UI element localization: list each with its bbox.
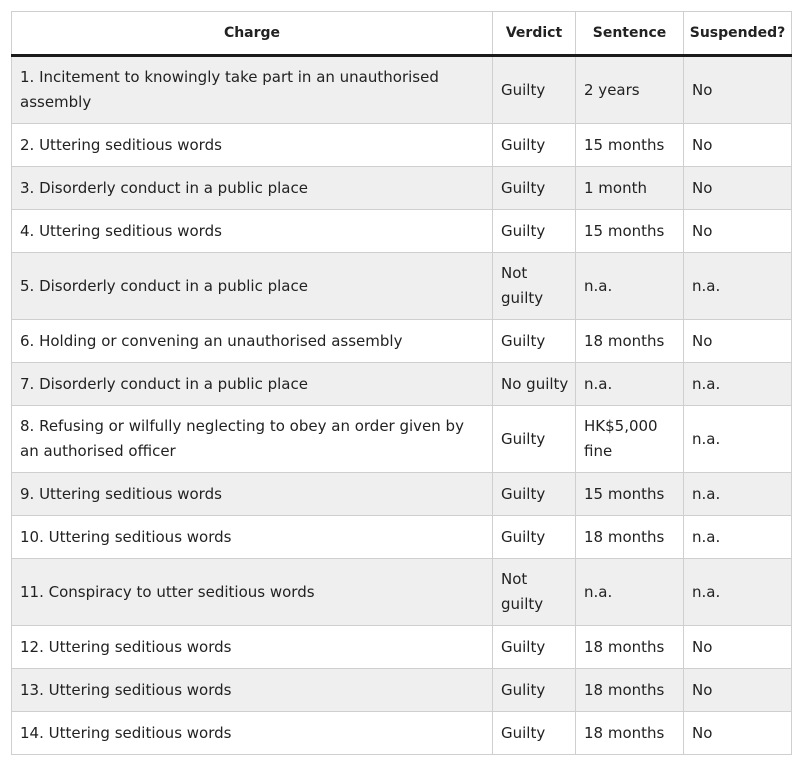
sentence-cell: HK$5,000 fine xyxy=(576,406,684,473)
sentence-cell: n.a. xyxy=(576,253,684,320)
sentence-cell: 2 years xyxy=(576,56,684,124)
charge-cell: 5. Disorderly conduct in a public place xyxy=(12,253,493,320)
suspended-cell: No xyxy=(684,124,792,167)
sentence-cell: 18 months xyxy=(576,712,684,755)
table-row xyxy=(12,210,792,253)
sentence-cell: 1 month xyxy=(576,167,684,210)
verdict-cell: No guilty xyxy=(493,363,576,406)
sentence-cell: 18 months xyxy=(576,626,684,669)
header-charge: Charge xyxy=(12,12,493,56)
verdict-cell: Guilty xyxy=(493,712,576,755)
suspended-cell: n.a. xyxy=(684,363,792,406)
suspended-cell: No xyxy=(684,210,792,253)
suspended-cell: n.a. xyxy=(684,516,792,559)
suspended-cell: n.a. xyxy=(684,473,792,516)
charge-cell: 8. Refusing or wilfully neglecting to obey an order given by an authorised officer xyxy=(12,406,493,473)
charge-cell: 7. Disorderly conduct in a public place xyxy=(12,363,493,406)
table-row xyxy=(12,56,792,124)
verdict-cell: Not guilty xyxy=(493,253,576,320)
suspended-cell: n.a. xyxy=(684,406,792,473)
verdict-cell: Guilty xyxy=(493,626,576,669)
charge-cell: 12. Uttering seditious words xyxy=(12,626,493,669)
suspended-cell: No xyxy=(684,320,792,363)
charge-cell: 9. Uttering seditious words xyxy=(12,473,493,516)
verdict-cell: Guilty xyxy=(493,473,576,516)
charge-cell: 13. Uttering seditious words xyxy=(12,669,493,712)
table-row xyxy=(12,124,792,167)
sentence-cell: 15 months xyxy=(576,210,684,253)
header-suspended: Suspended? xyxy=(684,12,792,56)
suspended-cell: No xyxy=(684,626,792,669)
table-row xyxy=(12,253,792,320)
verdict-cell: Guilty xyxy=(493,124,576,167)
verdict-cell: Gulity xyxy=(493,669,576,712)
table-row xyxy=(12,516,792,559)
suspended-cell: n.a. xyxy=(684,253,792,320)
sentence-cell: 18 months xyxy=(576,320,684,363)
suspended-cell: No xyxy=(684,712,792,755)
verdict-cell: Guilty xyxy=(493,167,576,210)
suspended-cell: No xyxy=(684,669,792,712)
sentence-cell: 18 months xyxy=(576,516,684,559)
verdict-cell: Not guilty xyxy=(493,559,576,626)
verdict-cell: Guilty xyxy=(493,406,576,473)
charge-cell: 1. Incitement to knowingly take part in an unauthorised assembly xyxy=(12,56,493,124)
sentence-cell: 15 months xyxy=(576,473,684,516)
sentence-cell: n.a. xyxy=(576,363,684,406)
suspended-cell: n.a. xyxy=(684,559,792,626)
charge-cell: 11. Conspiracy to utter seditious words xyxy=(12,559,493,626)
verdict-cell: Guilty xyxy=(493,516,576,559)
verdict-cell: Guilty xyxy=(493,320,576,363)
charge-cell: 3. Disorderly conduct in a public place xyxy=(12,167,493,210)
verdict-table xyxy=(11,11,792,755)
table-header-row xyxy=(12,12,792,56)
table-row xyxy=(12,363,792,406)
table-row xyxy=(12,320,792,363)
suspended-cell: No xyxy=(684,56,792,124)
verdict-table-container xyxy=(11,11,792,755)
sentence-cell: 15 months xyxy=(576,124,684,167)
table-row xyxy=(12,712,792,755)
suspended-cell: No xyxy=(684,167,792,210)
charge-cell: 10. Uttering seditious words xyxy=(12,516,493,559)
sentence-cell: 18 months xyxy=(576,669,684,712)
table-row xyxy=(12,473,792,516)
charge-cell: 6. Holding or convening an unauthorised assembly xyxy=(12,320,493,363)
table-row xyxy=(12,167,792,210)
table-row xyxy=(12,406,792,473)
verdict-cell: Guilty xyxy=(493,56,576,124)
charge-cell: 2. Uttering seditious words xyxy=(12,124,493,167)
verdict-cell: Guilty xyxy=(493,210,576,253)
header-sentence: Sentence xyxy=(576,12,684,56)
header-verdict: Verdict xyxy=(493,12,576,56)
table-row xyxy=(12,559,792,626)
charge-cell: 14. Uttering seditious words xyxy=(12,712,493,755)
charge-cell: 4. Uttering seditious words xyxy=(12,210,493,253)
table-row xyxy=(12,669,792,712)
sentence-cell: n.a. xyxy=(576,559,684,626)
table-row xyxy=(12,626,792,669)
